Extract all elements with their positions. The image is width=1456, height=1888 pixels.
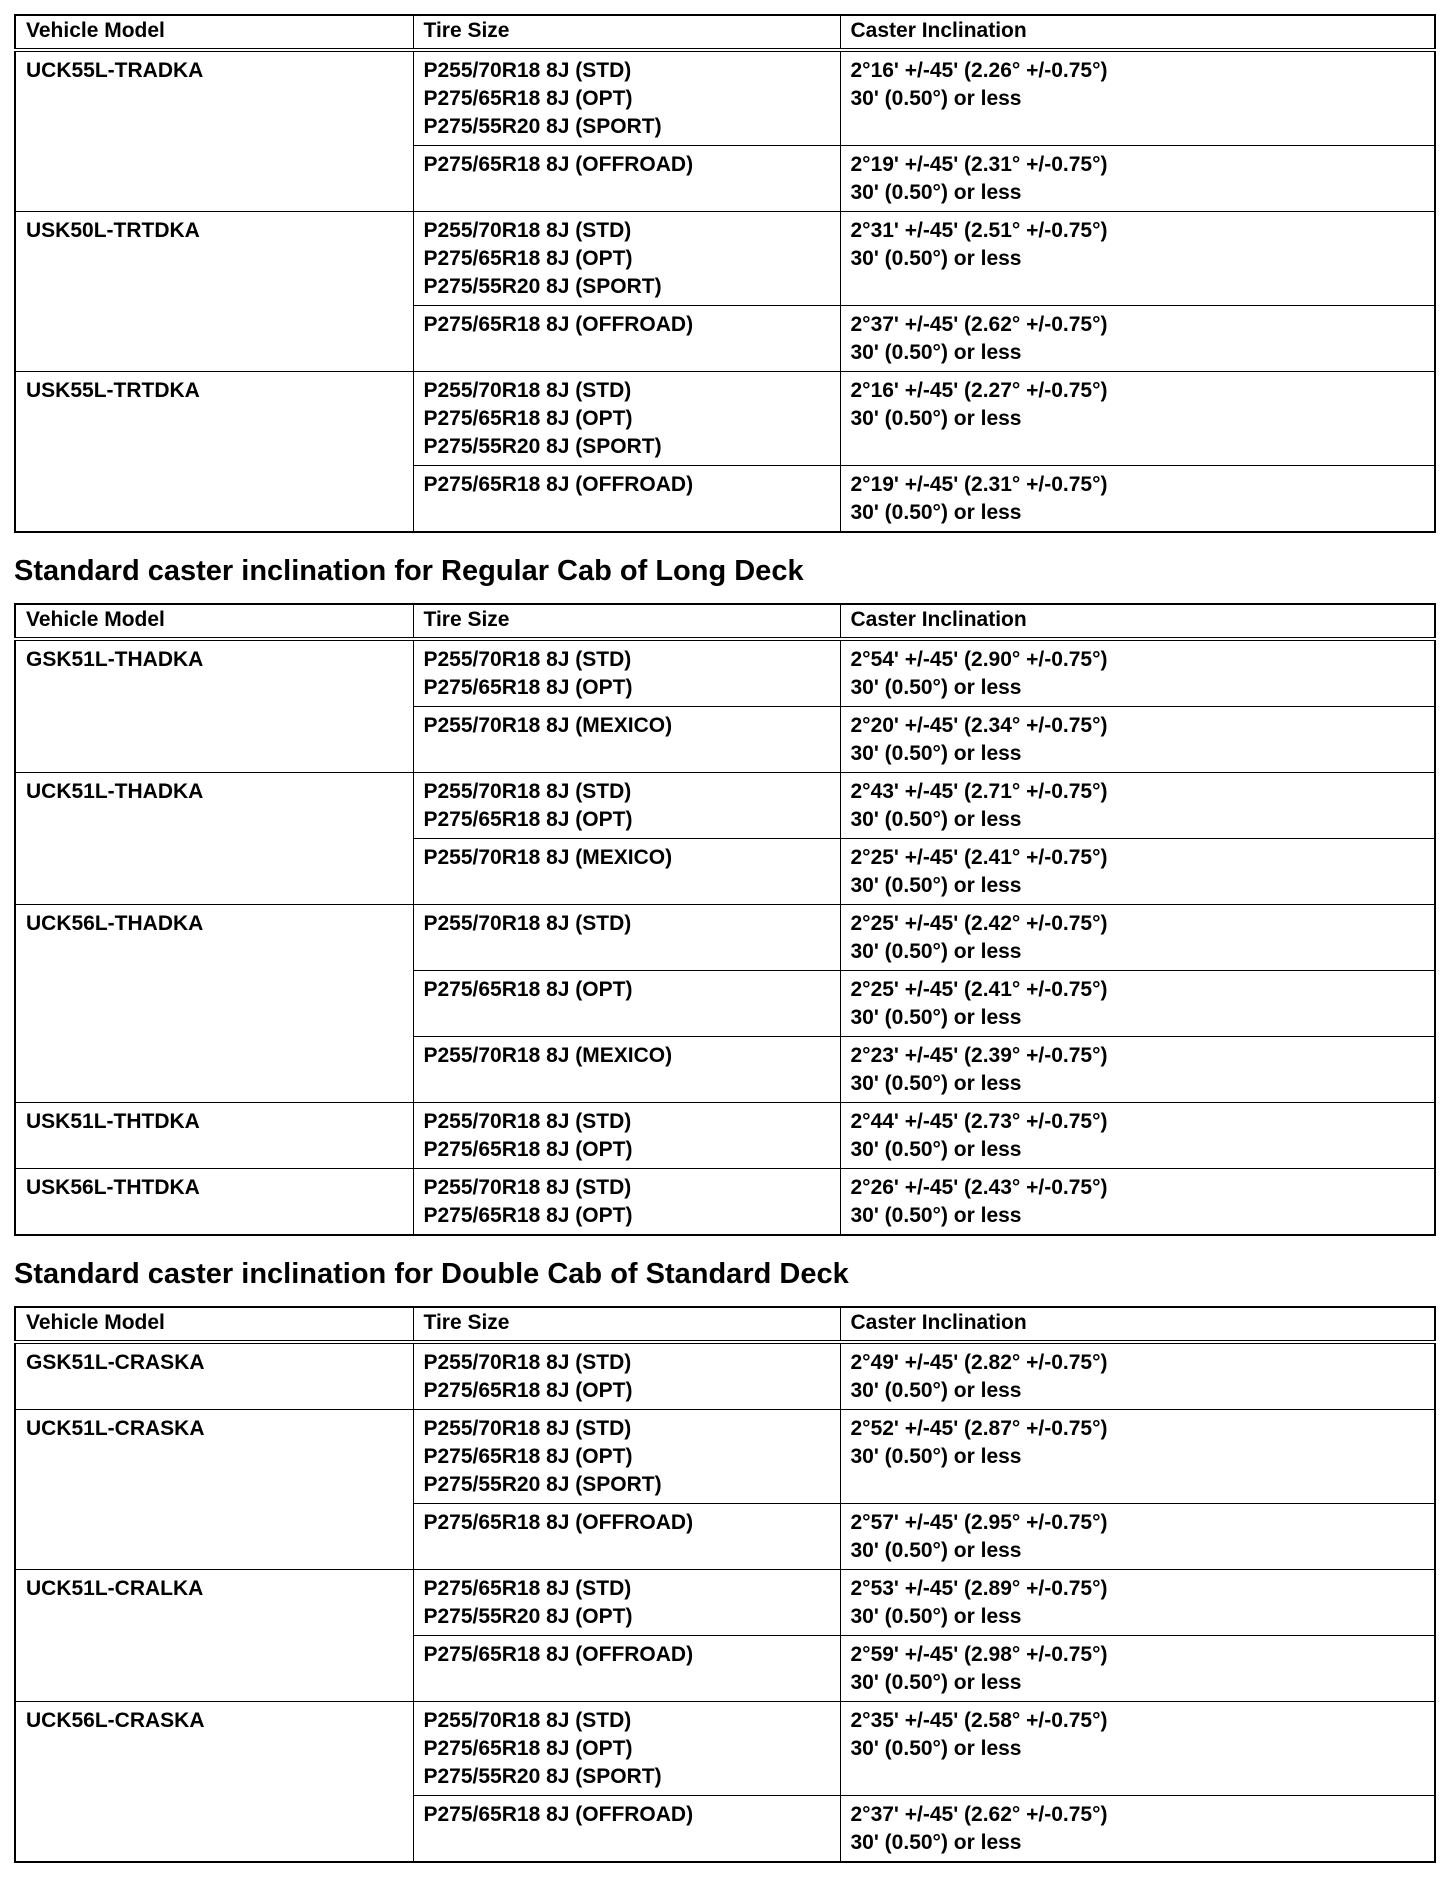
caster-value-line: 2°25' +/-45' (2.42° +/-0.75°) xyxy=(850,912,1108,935)
caster-inclination-cell xyxy=(840,839,1435,905)
caster-spec-table xyxy=(14,603,1436,1236)
vehicle-model-cell: USK51L-THTDKA xyxy=(15,1103,413,1169)
caster-inclination-cell xyxy=(840,1570,1435,1636)
tire-size-line: P275/55R20 8J (SPORT) xyxy=(423,275,662,298)
tire-size-line: P275/65R18 8J (OFFROAD) xyxy=(423,473,694,496)
tire-size-line: P275/65R18 8J (OPT) xyxy=(423,87,633,110)
caster-value-line: 2°25' +/-45' (2.41° +/-0.75°) xyxy=(850,978,1108,1001)
caster-value-line: 30' (0.50°) or less xyxy=(850,874,1022,897)
caster-value-line: 2°23' +/-45' (2.39° +/-0.75°) xyxy=(850,1044,1108,1067)
tire-size-line: P275/65R18 8J (STD) xyxy=(423,1577,632,1600)
table-row xyxy=(15,212,1435,306)
caster-inclination-cell xyxy=(840,1702,1435,1796)
tire-size-cell xyxy=(413,773,840,839)
caster-value-line: 30' (0.50°) or less xyxy=(850,1671,1022,1694)
tire-size-line: P275/65R18 8J (OPT) xyxy=(423,676,633,699)
tire-size-line: P255/70R18 8J (STD) xyxy=(423,379,632,402)
tire-size-cell xyxy=(413,1103,840,1169)
caster-inclination-cell xyxy=(840,146,1435,212)
tire-size-cell xyxy=(413,466,840,533)
tire-size-line: P255/70R18 8J (STD) xyxy=(423,648,632,671)
tire-size-cell xyxy=(413,839,840,905)
tire-size-header: Tire Size xyxy=(413,1307,840,1342)
caster-value-line: 30' (0.50°) or less xyxy=(850,676,1022,699)
vehicle-model-header: Vehicle Model xyxy=(15,15,413,50)
section-title: Standard caster inclination for Regular Cab of Long Deck xyxy=(14,555,804,587)
tire-size-line: P275/65R18 8J (OPT) xyxy=(423,1138,633,1161)
vehicle-model-cell: GSK51L-THADKA xyxy=(15,639,413,773)
vehicle-model-cell: USK50L-TRTDKA xyxy=(15,212,413,372)
tire-size-line: P255/70R18 8J (MEXICO) xyxy=(423,1044,673,1067)
tire-size-cell xyxy=(413,1570,840,1636)
tire-size-line: P275/65R18 8J (OFFROAD) xyxy=(423,1803,694,1826)
caster-value-line: 2°19' +/-45' (2.31° +/-0.75°) xyxy=(850,153,1108,176)
tire-size-cell xyxy=(413,1410,840,1504)
caster-inclination-cell xyxy=(840,1103,1435,1169)
tire-size-cell xyxy=(413,1342,840,1410)
caster-value-line: 30' (0.50°) or less xyxy=(850,742,1022,765)
vehicle-model-cell: USK55L-TRTDKA xyxy=(15,372,413,533)
caster-value-line: 2°16' +/-45' (2.27° +/-0.75°) xyxy=(850,379,1108,402)
vehicle-model-header: Vehicle Model xyxy=(15,1307,413,1342)
caster-spec-table xyxy=(14,14,1436,533)
document-page xyxy=(14,14,1434,1863)
tire-size-line: P255/70R18 8J (STD) xyxy=(423,219,632,242)
tire-size-cell xyxy=(413,306,840,372)
caster-inclination-cell xyxy=(840,1037,1435,1103)
caster-value-line: 2°25' +/-45' (2.41° +/-0.75°) xyxy=(850,846,1108,869)
caster-value-line: 2°20' +/-45' (2.34° +/-0.75°) xyxy=(850,714,1108,737)
tire-size-cell xyxy=(413,212,840,306)
caster-value-line: 30' (0.50°) or less xyxy=(850,87,1022,110)
tire-size-line: P255/70R18 8J (STD) xyxy=(423,1417,632,1440)
caster-inclination-cell xyxy=(840,212,1435,306)
caster-value-line: 2°31' +/-45' (2.51° +/-0.75°) xyxy=(850,219,1108,242)
table-row xyxy=(15,1169,1435,1236)
caster-value-line: 30' (0.50°) or less xyxy=(850,940,1022,963)
caster-value-line: 2°57' +/-45' (2.95° +/-0.75°) xyxy=(850,1511,1108,1534)
tire-size-line: P255/70R18 8J (MEXICO) xyxy=(423,714,673,737)
caster-value-line: 2°37' +/-45' (2.62° +/-0.75°) xyxy=(850,313,1108,336)
caster-value-line: 2°26' +/-45' (2.43° +/-0.75°) xyxy=(850,1176,1108,1199)
tire-size-line: P255/70R18 8J (MEXICO) xyxy=(423,846,673,869)
caster-inclination-cell xyxy=(840,1636,1435,1702)
tire-size-cell xyxy=(413,1504,840,1570)
table-row xyxy=(15,50,1435,146)
caster-value-line: 30' (0.50°) or less xyxy=(850,181,1022,204)
tire-size-cell xyxy=(413,905,840,971)
tire-size-cell xyxy=(413,971,840,1037)
tire-size-line: P275/65R18 8J (OPT) xyxy=(423,1379,633,1402)
caster-value-line: 30' (0.50°) or less xyxy=(850,1445,1022,1468)
tire-size-line: P275/65R18 8J (OPT) xyxy=(423,1445,633,1468)
tire-size-line: P255/70R18 8J (STD) xyxy=(423,912,632,935)
table-row xyxy=(15,1410,1435,1504)
vehicle-model-cell: USK56L-THTDKA xyxy=(15,1169,413,1236)
vehicle-model-header: Vehicle Model xyxy=(15,604,413,639)
caster-value-line: 30' (0.50°) or less xyxy=(850,1138,1022,1161)
tire-size-cell xyxy=(413,50,840,146)
caster-inclination-cell xyxy=(840,466,1435,533)
tire-size-line: P275/65R18 8J (OFFROAD) xyxy=(423,153,694,176)
caster-value-line: 30' (0.50°) or less xyxy=(850,1204,1022,1227)
table-row xyxy=(15,773,1435,839)
tire-size-line: P275/55R20 8J (SPORT) xyxy=(423,435,662,458)
caster-value-line: 2°53' +/-45' (2.89° +/-0.75°) xyxy=(850,1577,1108,1600)
table-row xyxy=(15,1570,1435,1636)
vehicle-model-cell: UCK51L-THADKA xyxy=(15,773,413,905)
section-title: Standard caster inclination for Double Cab of Standard Deck xyxy=(14,1258,849,1290)
caster-inclination-header: Caster Inclination xyxy=(840,1307,1435,1342)
caster-value-line: 30' (0.50°) or less xyxy=(850,1379,1022,1402)
tire-size-cell xyxy=(413,146,840,212)
caster-value-line: 2°54' +/-45' (2.90° +/-0.75°) xyxy=(850,648,1108,671)
tire-size-line: P255/70R18 8J (STD) xyxy=(423,780,632,803)
header-row xyxy=(15,15,1435,50)
tire-size-line: P275/65R18 8J (OFFROAD) xyxy=(423,1643,694,1666)
caster-inclination-header: Caster Inclination xyxy=(840,604,1435,639)
tire-size-line: P275/55R20 8J (SPORT) xyxy=(423,115,662,138)
header-row xyxy=(15,604,1435,639)
tire-size-line: P255/70R18 8J (STD) xyxy=(423,1176,632,1199)
caster-value-line: 30' (0.50°) or less xyxy=(850,501,1022,524)
tire-size-header: Tire Size xyxy=(413,15,840,50)
vehicle-model-cell: UCK56L-CRASKA xyxy=(15,1702,413,1863)
caster-value-line: 30' (0.50°) or less xyxy=(850,341,1022,364)
caster-value-line: 2°35' +/-45' (2.58° +/-0.75°) xyxy=(850,1709,1108,1732)
caster-inclination-cell xyxy=(840,707,1435,773)
caster-inclination-cell xyxy=(840,971,1435,1037)
caster-inclination-cell xyxy=(840,773,1435,839)
tire-size-cell xyxy=(413,707,840,773)
tire-size-line: P275/65R18 8J (OPT) xyxy=(423,407,633,430)
tire-size-line: P275/65R18 8J (OPT) xyxy=(423,978,633,1001)
caster-inclination-cell xyxy=(840,306,1435,372)
tire-size-line: P275/65R18 8J (OPT) xyxy=(423,247,633,270)
caster-value-line: 2°16' +/-45' (2.26° +/-0.75°) xyxy=(850,59,1108,82)
tire-size-line: P255/70R18 8J (STD) xyxy=(423,1351,632,1374)
caster-inclination-cell xyxy=(840,1410,1435,1504)
caster-inclination-cell xyxy=(840,905,1435,971)
header-row xyxy=(15,1307,1435,1342)
tire-size-line: P275/65R18 8J (OPT) xyxy=(423,808,633,831)
caster-inclination-cell xyxy=(840,1342,1435,1410)
caster-value-line: 30' (0.50°) or less xyxy=(850,1831,1022,1854)
tire-size-line: P255/70R18 8J (STD) xyxy=(423,1709,632,1732)
table-row xyxy=(15,1103,1435,1169)
tire-size-header: Tire Size xyxy=(413,604,840,639)
caster-value-line: 2°43' +/-45' (2.71° +/-0.75°) xyxy=(850,780,1108,803)
tire-size-line: P275/65R18 8J (OFFROAD) xyxy=(423,1511,694,1534)
caster-inclination-cell xyxy=(840,372,1435,466)
caster-inclination-cell xyxy=(840,1169,1435,1236)
tire-size-cell xyxy=(413,1702,840,1796)
tire-size-line: P275/55R20 8J (SPORT) xyxy=(423,1765,662,1788)
tire-size-cell xyxy=(413,1636,840,1702)
caster-value-line: 30' (0.50°) or less xyxy=(850,1605,1022,1628)
tire-size-cell xyxy=(413,1796,840,1863)
caster-value-line: 30' (0.50°) or less xyxy=(850,1737,1022,1760)
tire-size-line: P275/65R18 8J (OPT) xyxy=(423,1737,633,1760)
table-row xyxy=(15,905,1435,971)
table-row xyxy=(15,372,1435,466)
vehicle-model-cell: UCK51L-CRASKA xyxy=(15,1410,413,1570)
vehicle-model-cell: UCK56L-THADKA xyxy=(15,905,413,1103)
table-row xyxy=(15,1342,1435,1410)
caster-value-line: 2°19' +/-45' (2.31° +/-0.75°) xyxy=(850,473,1108,496)
caster-value-line: 2°44' +/-45' (2.73° +/-0.75°) xyxy=(850,1110,1108,1133)
caster-inclination-cell xyxy=(840,50,1435,146)
vehicle-model-cell: GSK51L-CRASKA xyxy=(15,1342,413,1410)
tire-size-cell xyxy=(413,1037,840,1103)
vehicle-model-cell: UCK51L-CRALKA xyxy=(15,1570,413,1702)
caster-inclination-cell xyxy=(840,1504,1435,1570)
caster-spec-table xyxy=(14,1306,1436,1863)
caster-value-line: 30' (0.50°) or less xyxy=(850,1072,1022,1095)
tire-size-line: P275/65R18 8J (OFFROAD) xyxy=(423,313,694,336)
caster-value-line: 2°37' +/-45' (2.62° +/-0.75°) xyxy=(850,1803,1108,1826)
tire-size-line: P275/55R20 8J (SPORT) xyxy=(423,1473,662,1496)
caster-inclination-cell xyxy=(840,1796,1435,1863)
caster-value-line: 30' (0.50°) or less xyxy=(850,1539,1022,1562)
tire-size-line: P255/70R18 8J (STD) xyxy=(423,1110,632,1133)
caster-value-line: 30' (0.50°) or less xyxy=(850,407,1022,430)
caster-value-line: 2°59' +/-45' (2.98° +/-0.75°) xyxy=(850,1643,1108,1666)
caster-inclination-header: Caster Inclination xyxy=(840,15,1435,50)
table-row xyxy=(15,639,1435,707)
tire-size-line: P275/65R18 8J (OPT) xyxy=(423,1204,633,1227)
caster-value-line: 2°52' +/-45' (2.87° +/-0.75°) xyxy=(850,1417,1108,1440)
caster-inclination-cell xyxy=(840,639,1435,707)
vehicle-model-cell: UCK55L-TRADKA xyxy=(15,50,413,212)
tire-size-cell xyxy=(413,1169,840,1236)
tire-size-line: P275/55R20 8J (OPT) xyxy=(423,1605,633,1628)
tire-size-line: P255/70R18 8J (STD) xyxy=(423,59,632,82)
caster-value-line: 30' (0.50°) or less xyxy=(850,1006,1022,1029)
caster-value-line: 30' (0.50°) or less xyxy=(850,247,1022,270)
table-row xyxy=(15,1702,1435,1796)
caster-value-line: 2°49' +/-45' (2.82° +/-0.75°) xyxy=(850,1351,1108,1374)
caster-value-line: 30' (0.50°) or less xyxy=(850,808,1022,831)
tire-size-cell xyxy=(413,372,840,466)
tire-size-cell xyxy=(413,639,840,707)
